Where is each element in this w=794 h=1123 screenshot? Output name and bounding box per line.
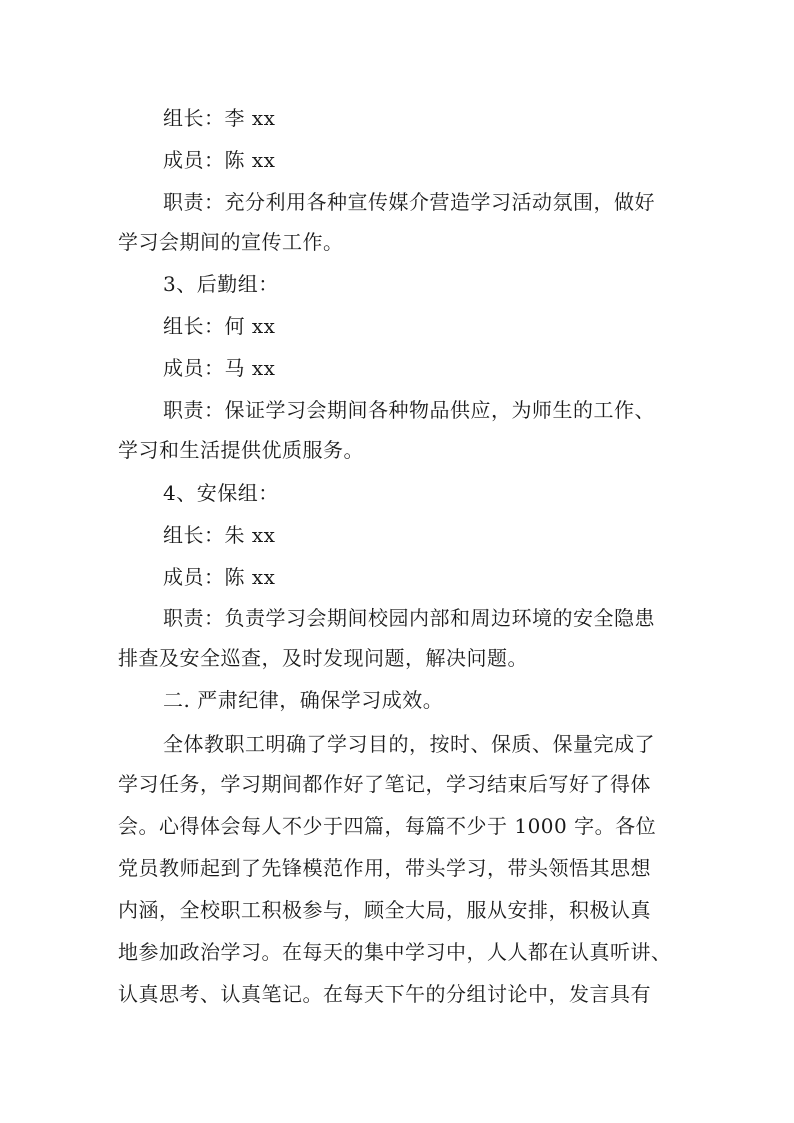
group-member-line: 成员：陈 xx [163,148,276,172]
group-member-line: 成员：陈 xx [163,565,276,589]
paragraph-line: 全体教职工明确了学习目的，按时、保质、保量完成了 [163,732,655,756]
duty-continuation-line: 排查及安全巡查，及时发现问题，解决问题。 [118,646,528,670]
group-leader-line: 组长：何 xx [163,314,276,338]
group-leader-line: 组长：李 xx [163,106,276,130]
paragraph-line: 学习任务，学习期间都作好了笔记，学习结束后写好了得体 [118,772,651,796]
paragraph-line: 会。心得体会每人不少于四篇，每篇不少于 1000 字。各位 [118,814,657,838]
paragraph-line: 地参加政治学习。在每天的集中学习中，人人都在认真听讲、 [118,940,672,964]
duty-continuation-line: 学习和生活提供优质服务。 [118,438,364,462]
section-heading-logistics: 3、后勤组： [163,272,279,296]
duty-line: 职责：充分利用各种宣传媒介营造学习活动氛围，做好 [163,190,655,214]
group-leader-line: 组长：朱 xx [163,523,276,547]
paragraph-line: 党员教师起到了先锋模范作用，带头学习，带头领悟其思想 [118,856,651,880]
duty-line: 职责：负责学习会期间校园内部和周边环境的安全隐患 [163,606,655,630]
duty-line: 职责：保证学习会期间各种物品供应，为师生的工作、 [163,398,655,422]
duty-continuation-line: 学习会期间的宣传工作。 [118,230,344,254]
section-heading-security: 4、安保组： [163,481,279,505]
section-heading-discipline: 二. 严肃纪律，确保学习成效。 [163,688,444,712]
group-member-line: 成员：马 xx [163,356,276,380]
paragraph-line: 内涵，全校职工积极参与，顾全大局，服从安排，积极认真 [118,898,651,922]
paragraph-line: 认真思考、认真笔记。在每天下午的分组讨论中，发言具有 [118,982,651,1006]
